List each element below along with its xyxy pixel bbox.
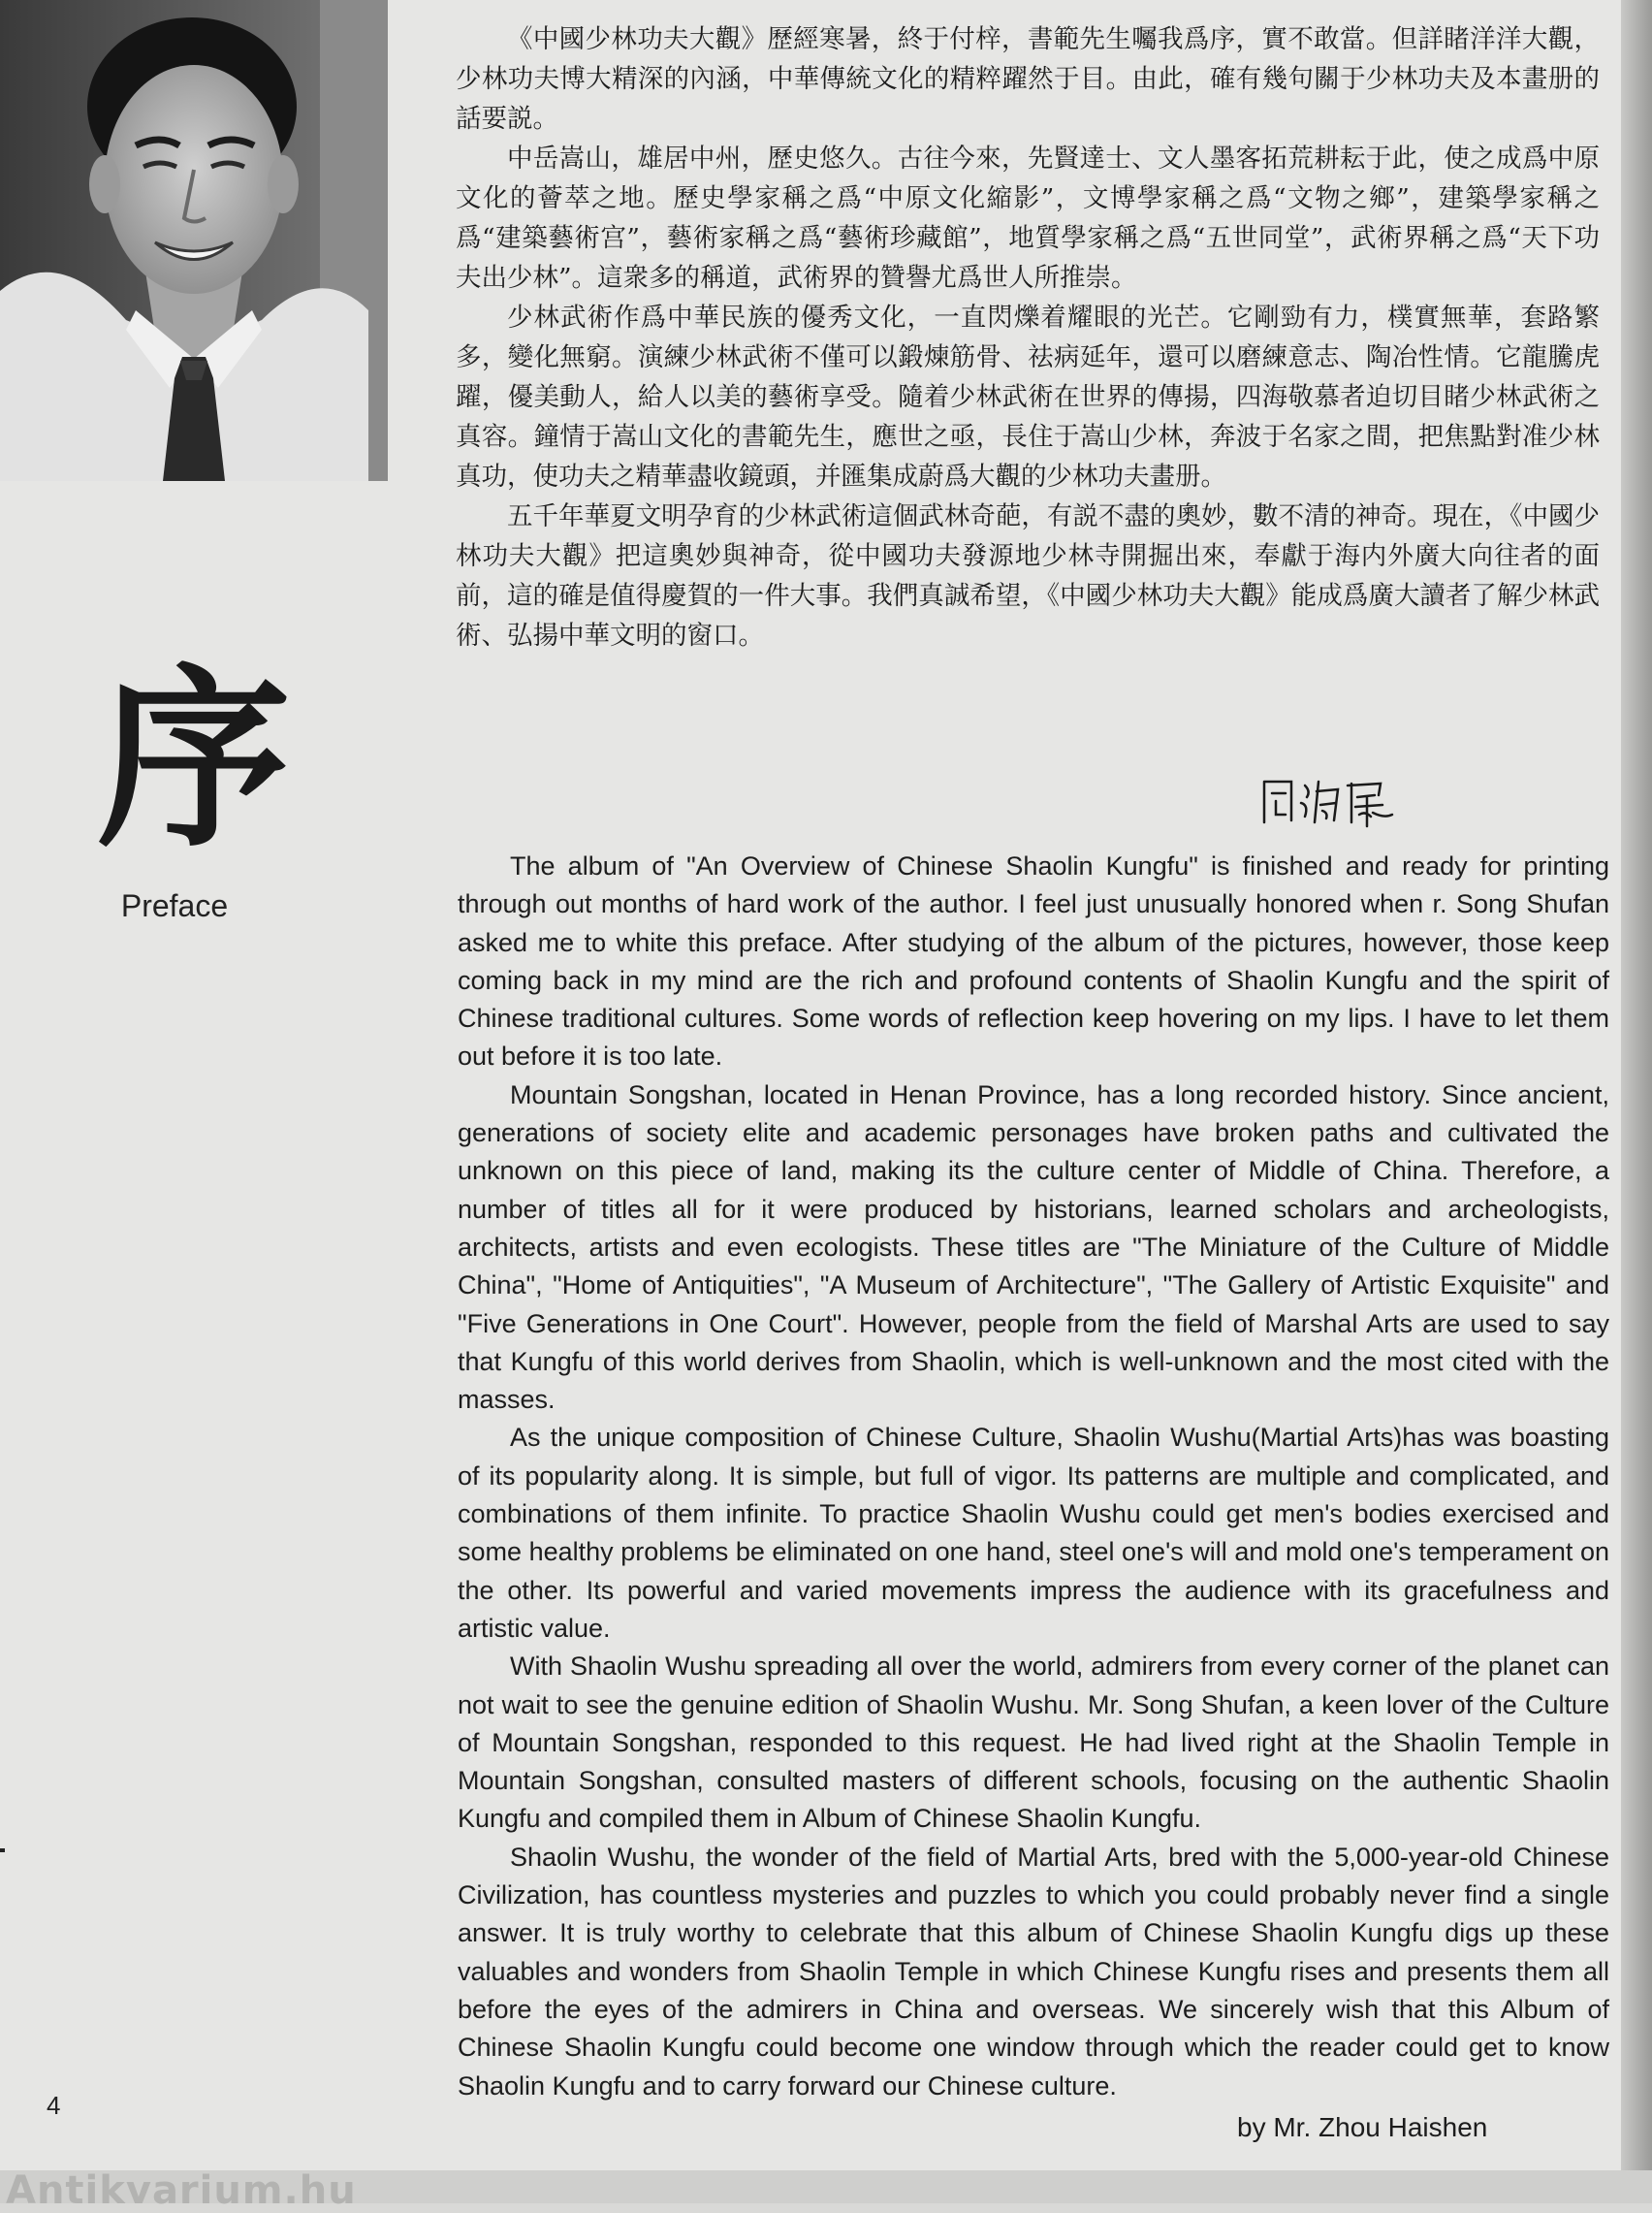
- preface-heading: Preface: [120, 888, 229, 923]
- watermark: Antikvarium.hu: [6, 2168, 357, 2213]
- english-paragraph-3: As the unique composition of Chinese Culture, Shaolin Wushu(Martial Arts)has was boasting of its popularity along. It is simple, but full of vigor. Its patterns are multiple and complicated, and combinations of them infinite. To practice Shaolin Wushu could get men's bodies exercised and some healthy problems be eliminated on one hand, steel one's will and mold one's temperament on the other. Its powerful and varied movements impress the audience with its gracefulness and artistic value.: [458, 1423, 1609, 1643]
- author-signature: [1258, 772, 1404, 830]
- preface-heading-character: 序: [97, 648, 292, 874]
- author-byline: by Mr. Zhou Haishen: [1237, 2112, 1488, 2142]
- chinese-paragraph-3: 少林武術作爲中華民族的優秀文化，一直閃爍着耀眼的光芒。它剛勁有力，樸實無華，套路繁多，變化無窮。演練少林武術不僅可以鍛煉筋骨、祛病延年，還可以磨練意志、陶冶性情。它龍騰虎躍，優美動人，給人以美的藝術享受。隨着少林武術在世界的傳揚，四海敬慕者迫切目睹少林武術之真容。鐘情于嵩山文化的書範先生，應世之亟，長住于嵩山少林，奔波于名家之間，把焦點對准少林真功，使功夫之精華盡收鏡頭，并匯集成蔚爲大觀的少林功夫畫册。: [456, 303, 1600, 492]
- english-paragraph-1: The album of "An Overview of Chinese Shaolin Kungfu" is finished and ready for printing through out months of hard work of the author. I feel just unusually honored when r. Song Shufan asked me to white this preface. After studying of the album of the pictures, however, those keep coming back in my mind are the rich and profound contents of Shaolin Kungfu and the spirit of Chinese traditional cultures. Some words of reflection keep hovering on my lips. I have to let them out before it is too late.: [458, 851, 1609, 1072]
- page-number: 4: [47, 2091, 61, 2120]
- chinese-paragraph-2: 中岳嵩山，雄居中州，歷史悠久。古往今來，先賢達士、文人墨客拓荒耕耘于此，使之成爲中原文化的薈萃之地。歷史學家稱之爲“中原文化縮影”，文博學家稱之爲“文物之鄉”，建築學家稱之爲“建築藝術宫”，藝術家稱之爲“藝術珍藏館”，地質學家稱之爲“五世同堂”，武術界稱之爲“天下功夫出少林”。這衆多的稱道，武術界的贊譽尤爲世人所推崇。: [456, 144, 1600, 293]
- chinese-paragraph-1: 《中國少林功夫大觀》歷經寒暑，終于付梓，書範先生囑我爲序，實不敢當。但詳睹洋洋大觀，少林功夫博大精深的內涵，中華傳統文化的精粹躍然于目。由此，確有幾句關于少林功夫及本畫册的話要説。: [456, 24, 1600, 134]
- margin-mark: [0, 1848, 5, 1852]
- author-portrait: [0, 0, 388, 481]
- english-paragraph-5: Shaolin Wushu, the wonder of the field of Martial Arts, bred with the 5,000-year-old Chinese Civilization, has countless mysteries and puzzles to which you could probably never find a single answer. It is truly worthy to celebrate that this album of Chinese Shaolin Kungfu digs up these valuables and wonders from Shaolin Temple in which Chinese Kungfu rises and presents them all before the eyes of the admirers in China and overseas. We sincerely wish that this Album of Chinese Shaolin Kungfu could become one window through which the reader could get to know Shaolin Kungfu and to carry forward our Chinese culture.: [458, 1842, 1609, 2101]
- page-edge-shadow: [1621, 0, 1652, 2203]
- chinese-preface-text: [456, 19, 1600, 656]
- english-preface-text: [458, 848, 1609, 2105]
- english-paragraph-4: With Shaolin Wushu spreading all over the world, admirers from every corner of the planet can not wait to see the genuine edition of Shaolin Wushu. Mr. Song Shufan, a keen lover of the Culture of Mountain Songshan, responded to this request. He had lived right at the Shaolin Temple in Mountain Songshan, consulted masters of different schools, focusing on the authentic Shaolin Kungfu and compiled them in Album of Chinese Shaolin Kungfu.: [458, 1652, 1609, 1834]
- chinese-paragraph-4: 五千年華夏文明孕育的少林武術這個武林奇葩，有説不盡的奧妙，數不清的神奇。現在，《中國少林功夫大觀》把這奧妙與神奇，從中國功夫發源地少林寺開掘出來，奉獻于海内外廣大向往者的面前，這的確是值得慶賀的一件大事。我們真誠希望，《中國少林功夫大觀》能成爲廣大讀者了解少林武術、弘揚中華文明的窗口。: [456, 501, 1600, 651]
- english-paragraph-2: Mountain Songshan, located in Henan Province, has a long recorded history. Since ancient, generations of society elite and academic personages have broken paths and cultivated the unknown on this piece of land, making its the culture center of Middle of China. Therefore, a number of titles all for it were produced by historians, learned scholars and archeologists, architects, artists and even ecologists. These titles are "The Miniature of the Culture of Middle China", "Home of Antiquities", "A Museum of Architecture", "The Gallery of Artistic Exquisite" and "Five Generations in One Court". However, people from the field of Marshal Arts are used to say that Kungfu of this world derives from Shaolin, which is well-unknown and the most cited with the masses.: [458, 1079, 1609, 1415]
